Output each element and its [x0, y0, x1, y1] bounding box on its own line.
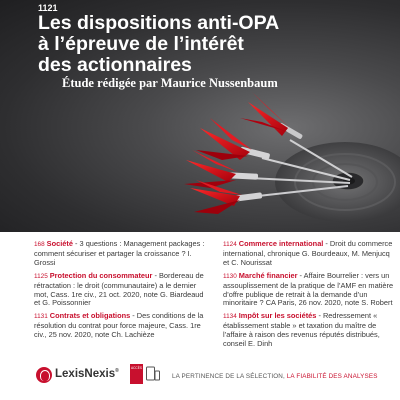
toc-entry-number: 1134	[223, 313, 237, 321]
cover-title	[38, 13, 358, 76]
toc-entry-number: 168	[34, 241, 45, 248]
tagline-part-1: LA PERTINENCE DE LA SÉLECTION,	[172, 373, 287, 380]
toc-entry[interactable]	[223, 312, 395, 349]
toc-entry[interactable]	[223, 272, 395, 309]
toc-entry-number: 1130	[223, 272, 237, 280]
toc-entry-number: 1125	[34, 272, 48, 280]
toc-column-left	[34, 240, 209, 344]
toc-entry[interactable]	[34, 312, 209, 340]
cover-subtitle: Étude rédigée par Maurice Nussenbaum	[62, 76, 278, 90]
cover-title-line: des actionnaires	[38, 54, 192, 76]
lexisnexis-logo-icon	[36, 367, 52, 383]
toc-entry-heading: Commerce international	[238, 239, 324, 248]
cover-title-line: à l’épreuve de l’intérêt	[38, 33, 244, 55]
tablet-phone-icon	[146, 366, 160, 382]
toc-entry-heading: Société	[46, 239, 73, 248]
toc-entry-body: - Des conditions de la résolution du contrat pour force majeure, Cass. 1re civ., 25 nov. 2020, note Ch. Lachièze	[34, 311, 204, 340]
table-of-contents	[0, 240, 400, 358]
app-access-badge	[130, 364, 143, 384]
brand-name-text: LexisNexis	[55, 368, 116, 380]
app-access-badge-label: ACCÈS	[131, 366, 142, 370]
toc-entry-heading: Protection du consommateur	[49, 270, 153, 280]
toc-entry[interactable]	[34, 240, 209, 268]
toc-entry-body: - Droit du commerce international, chronique G. Bourdeaux, M. Menjucq et C. Nourissat	[223, 239, 393, 267]
toc-entry-heading: Impôt sur les sociétés	[238, 311, 317, 321]
footer-tagline	[172, 373, 378, 380]
cover-footer	[0, 360, 400, 400]
toc-entry-body: - Redressement « établissement stable » et taxation du maître de l’affaire à raison des revenus réputés distribués, conseil E. Dinh	[223, 311, 380, 349]
toc-entry-heading: Marché financier	[238, 270, 298, 280]
toc-entry-body: - Bordereau de rétractation : le droit (communautaire) a le dernier mot, Cass. 1re civ., 21 oct. 2020, note G. Biardeaud et G. Poissonnier	[34, 270, 204, 308]
toc-column-right	[223, 240, 395, 353]
toc-entry-heading: Contrats et obligations	[49, 311, 131, 321]
toc-entry-number: 1131	[34, 313, 48, 321]
issue-number: 1121	[38, 3, 58, 13]
brand-name	[55, 368, 119, 380]
toc-entry-body: - Affaire Bourrelier : vers un assouplissement de la pratique de l’AMF en matière d’offre publique de retrait à la demande d’un minoritaire ? CA Paris, 26 nov. 2020, note S. Robert	[223, 270, 394, 308]
toc-entry-number: 1124	[223, 241, 237, 248]
registered-mark: ®	[115, 368, 119, 375]
toc-entry[interactable]	[34, 272, 209, 309]
toc-entry[interactable]	[223, 240, 395, 268]
tagline-part-2: LA FIABILITÉ DES ANALYSES	[286, 373, 378, 380]
toc-entry-body: - 3 questions : Management packages : comment sécuriser et partager la croissance ? I. Grossi	[34, 239, 205, 267]
cover-title-line: Les dispositions anti-OPA	[38, 12, 280, 34]
